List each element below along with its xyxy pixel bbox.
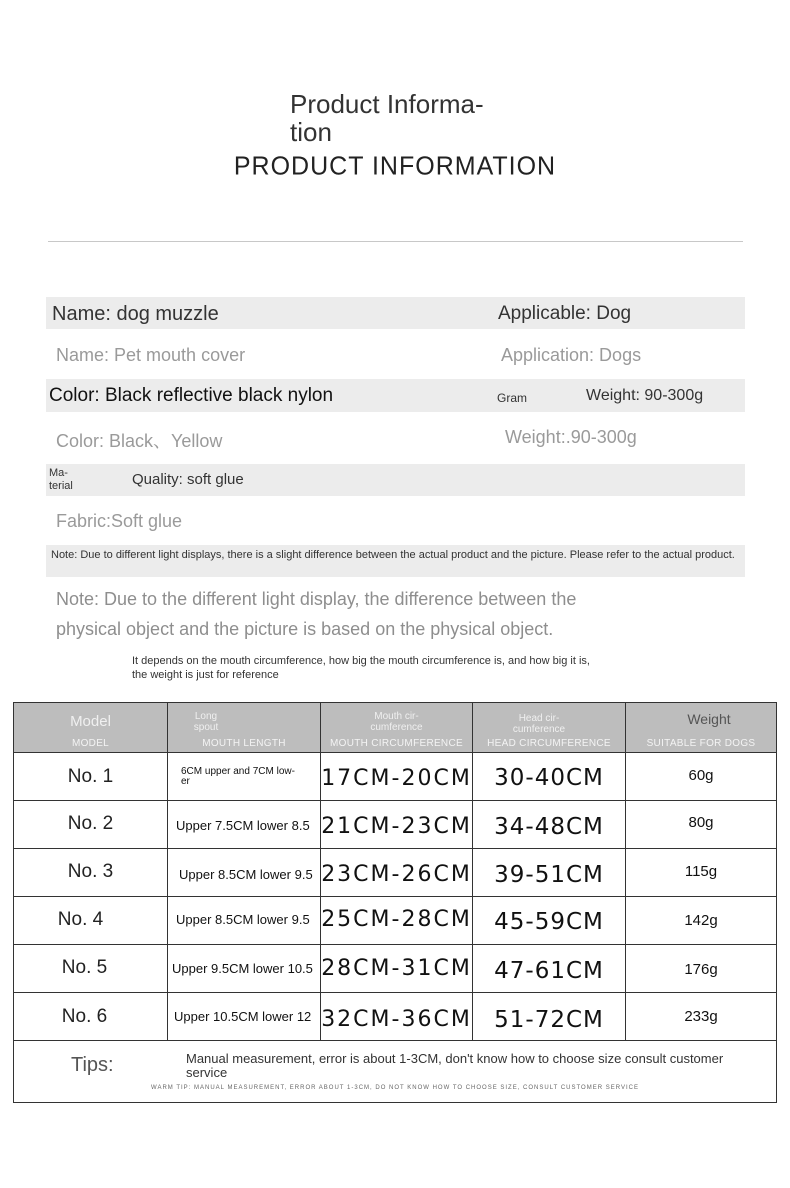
- header-head: [473, 703, 626, 752]
- model-cell: [14, 801, 168, 848]
- tips-label: Tips:: [71, 1054, 114, 1076]
- name-subtitle: Name: Pet mouth cover: [56, 345, 246, 365]
- spout-cell: [168, 801, 321, 848]
- mouth-cell: [321, 849, 473, 896]
- mouth-cell: [321, 897, 473, 944]
- note-small: Note: Due to different light displays, there is a slight difference between the actual product and the picture. Please refer to the actual product.: [51, 549, 735, 561]
- spout-cell: [168, 753, 321, 800]
- color-label: Color: Black reflective black nylon: [49, 385, 334, 406]
- mouth-value: 32CM-36CM: [321, 1007, 472, 1032]
- model-name: No. 3: [67, 861, 114, 882]
- head-value: 34-48CM: [494, 814, 604, 840]
- weight-value: 80g: [688, 814, 714, 831]
- header-weight: [626, 703, 776, 752]
- model-cell: [14, 753, 168, 800]
- weight-value: 233g: [684, 1008, 718, 1025]
- note-large-line-2: physical object and the picture is based on the physical object.: [56, 619, 554, 639]
- mouth-cell: [321, 993, 473, 1040]
- weight-label: Weight: 90-300g: [586, 387, 704, 404]
- header-mouth: [321, 703, 473, 752]
- weight-cell: [626, 897, 776, 944]
- model-name: No. 1: [67, 766, 114, 787]
- spout-cell: [168, 897, 321, 944]
- name-label: Name: dog muzzle: [52, 303, 219, 325]
- header-model-caption: MODEL: [71, 738, 110, 749]
- mouth-cell: [321, 945, 473, 992]
- spout-value: Upper 8.5CM lower 9.5: [179, 867, 313, 882]
- model-name: No. 4: [57, 909, 104, 930]
- tips-text: Manual measurement, error is about 1-3CM, don't know how to choose size consult customer service: [186, 1051, 724, 1080]
- reference-line-1: It depends on the mouth circumference, how big the mouth circumference is, and how big it is,: [132, 655, 590, 667]
- fabric-subtitle: Fabric:Soft glue: [56, 511, 183, 531]
- spout-value: Upper 9.5CM lower 10.5: [172, 961, 313, 976]
- model-cell: [14, 897, 168, 944]
- mouth-cell: [321, 801, 473, 848]
- spout-value: Upper 10.5CM lower 12: [174, 1009, 312, 1024]
- table-row: [14, 897, 776, 945]
- weight-value: 115g: [684, 863, 718, 880]
- head-value: 39-51CM: [494, 862, 604, 888]
- spout-cell: [168, 945, 321, 992]
- header-head-caption: HEAD CIRCUMFERENCE: [487, 738, 611, 749]
- header-weight-title: Weight: [687, 711, 731, 727]
- spout-cell: [168, 849, 321, 896]
- reference-line-2: the weight is just for reference: [132, 669, 279, 681]
- quality-label: Quality: soft glue: [132, 471, 244, 488]
- model-name: No. 5: [61, 957, 108, 978]
- spout-cell: [168, 993, 321, 1040]
- note-large-line-1: Note: Due to the different light display, the difference between the: [56, 589, 577, 609]
- weight-cell: [626, 801, 776, 848]
- weight-cell: [626, 849, 776, 896]
- weight-value: 142g: [684, 912, 718, 929]
- spout-value: 6CM upper and 7CM low- er: [181, 766, 295, 787]
- page-subtitle: PRODUCT INFORMATION: [233, 151, 557, 181]
- mouth-value: 21CM-23CM: [321, 814, 472, 839]
- tips-row: [14, 1041, 776, 1102]
- table-header-row: [14, 703, 776, 753]
- applicable-label: Applicable: Dog: [498, 303, 632, 324]
- head-value: 45-59CM: [494, 909, 604, 935]
- header-model-title: Model: [70, 713, 111, 730]
- header-mouth-title: Mouth cir- cumference: [370, 711, 423, 733]
- application-subtitle: Application: Dogs: [501, 345, 642, 365]
- mouth-cell: [321, 753, 473, 800]
- head-value: 47-61CM: [494, 958, 604, 984]
- spout-value: Upper 8.5CM lower 9.5: [176, 912, 310, 927]
- header-weight-caption: SUITABLE FOR DOGS: [646, 738, 756, 749]
- mouth-value: 25CM-28CM: [321, 907, 472, 932]
- table-row: [14, 753, 776, 801]
- weight-cell: [626, 753, 776, 800]
- head-cell: [473, 753, 626, 800]
- header-spout-caption: MOUTH LENGTH: [202, 738, 286, 749]
- model-cell: [14, 945, 168, 992]
- model-name: No. 2: [67, 813, 114, 834]
- head-cell: [473, 897, 626, 944]
- table-row: [14, 993, 776, 1041]
- spout-value: Upper 7.5CM lower 8.5: [176, 818, 310, 833]
- material-label: Ma- terial: [49, 467, 73, 492]
- weight-value: 60g: [688, 767, 714, 784]
- weight-cell: [626, 945, 776, 992]
- weight-cell: [626, 993, 776, 1040]
- model-cell: [14, 993, 168, 1040]
- tips-caption: WARM TIP: MANUAL MEASUREMENT, ERROR ABOUT 1-3CM, DO NOT KNOW HOW TO CHOOSE SIZE, CONSULT CUSTOMER SERVICE: [151, 1085, 639, 1091]
- head-cell: [473, 849, 626, 896]
- weight-subtitle: Weight:.90-300g: [505, 427, 637, 447]
- model-name: No. 6: [61, 1006, 108, 1027]
- header-divider: [48, 241, 743, 242]
- head-value: 30-40CM: [494, 765, 604, 791]
- head-cell: [473, 993, 626, 1040]
- mouth-value: 23CM-26CM: [321, 862, 472, 887]
- header-spout: [168, 703, 321, 752]
- weight-value: 176g: [684, 961, 718, 978]
- table-row: [14, 801, 776, 849]
- header-spout-title: Long spout: [193, 711, 219, 733]
- head-value: 51-72CM: [494, 1007, 604, 1033]
- header-head-title: Head cir- cumference: [512, 713, 566, 735]
- table-row: [14, 945, 776, 993]
- table-row: [14, 849, 776, 897]
- page-title: Product Informa- tion: [290, 89, 484, 147]
- mouth-value: 28CM-31CM: [321, 956, 472, 981]
- header-mouth-caption: MOUTH CIRCUMFERENCE: [330, 738, 463, 749]
- model-cell: [14, 849, 168, 896]
- head-cell: [473, 801, 626, 848]
- gram-label: Gram: [497, 391, 527, 405]
- mouth-value: 17CM-20CM: [321, 766, 472, 791]
- size-table: [13, 702, 777, 1103]
- head-cell: [473, 945, 626, 992]
- color-subtitle: Color: Black、Yellow: [56, 431, 223, 451]
